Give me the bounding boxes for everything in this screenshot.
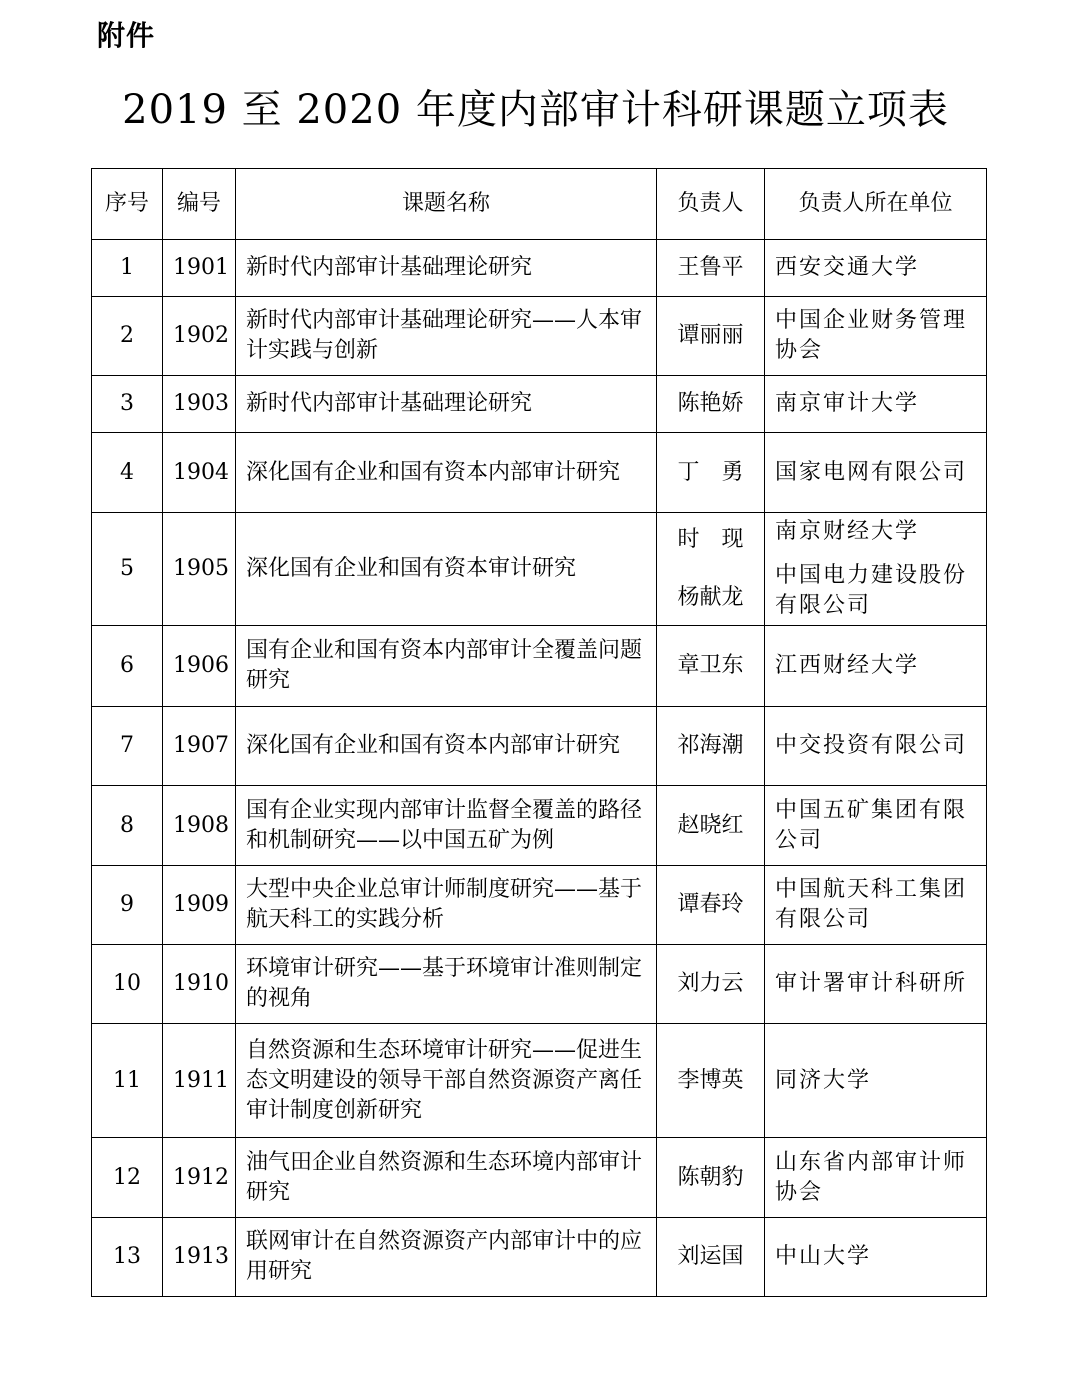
row-code: 1912: [163, 1138, 236, 1218]
row-seq: 5: [92, 513, 163, 626]
row-leader-1: 时 现: [677, 527, 744, 552]
row-unit: 中山大学: [765, 1218, 987, 1297]
row-code: 1907: [163, 707, 236, 786]
row-code: 1909: [163, 866, 236, 945]
attachment-label: 附件: [97, 19, 156, 52]
row-units: [765, 513, 987, 626]
row-topic: 新时代内部审计基础理论研究: [236, 240, 657, 297]
table-row: [92, 626, 987, 707]
table-row: [92, 376, 987, 433]
row-seq: 10: [92, 945, 163, 1024]
row-topic: 深化国有企业和国有资本内部审计研究: [236, 707, 657, 786]
table-row: [92, 1218, 987, 1297]
row-leader: 王鲁平: [657, 240, 765, 297]
header-topic: 课题名称: [236, 169, 657, 240]
row-leader: 赵晓红: [657, 786, 765, 866]
row-code: 1904: [163, 433, 236, 513]
table-row: [92, 433, 987, 513]
row-unit-2: 中国电力建设股份有限公司: [775, 563, 968, 618]
row-leader: 陈艳娇: [657, 376, 765, 433]
row-topic: 自然资源和生态环境审计研究——促进生态文明建设的领导干部自然资源资产离任审计制度创新研究: [236, 1024, 657, 1138]
table-row: [92, 945, 987, 1024]
row-topic: 国有企业和国有资本内部审计全覆盖问题研究: [236, 626, 657, 707]
row-leader: 陈朝豹: [657, 1138, 765, 1218]
row-seq: 1: [92, 240, 163, 297]
row-leader: 刘力云: [657, 945, 765, 1024]
row-unit: 中交投资有限公司: [765, 707, 987, 786]
row-seq: 12: [92, 1138, 163, 1218]
row-unit: 审计署审计科研所: [765, 945, 987, 1024]
row-seq: 3: [92, 376, 163, 433]
row-leader: 谭春玲: [657, 866, 765, 945]
header-leader: 负责人: [657, 169, 765, 240]
table-row: [92, 786, 987, 866]
row-code: 1910: [163, 945, 236, 1024]
row-unit: 中国航天科工集团有限公司: [765, 866, 987, 945]
row-unit: 同济大学: [765, 1024, 987, 1138]
row-seq: 7: [92, 707, 163, 786]
row-seq: 11: [92, 1024, 163, 1138]
table-header-row: [92, 169, 987, 240]
row-leaders: [657, 513, 765, 626]
row-leader: 祁海潮: [657, 707, 765, 786]
header-unit: 负责人所在单位: [765, 169, 987, 240]
row-code: 1901: [163, 240, 236, 297]
row-code: 1903: [163, 376, 236, 433]
row-topic: 新时代内部审计基础理论研究: [236, 376, 657, 433]
row-topic: 油气田企业自然资源和生态环境内部审计研究: [236, 1138, 657, 1218]
row-code: 1913: [163, 1218, 236, 1297]
row-leader: 刘运国: [657, 1218, 765, 1297]
row-code: 1908: [163, 786, 236, 866]
row-unit: 西安交通大学: [765, 240, 987, 297]
row-seq: 4: [92, 433, 163, 513]
row-seq: 2: [92, 297, 163, 376]
row-leader: 章卫东: [657, 626, 765, 707]
row-seq: 8: [92, 786, 163, 866]
row-leader: 李博英: [657, 1024, 765, 1138]
table-row: [92, 297, 987, 376]
row-leader: 丁 勇: [657, 433, 765, 513]
row-topic: 联网审计在自然资源资产内部审计中的应用研究: [236, 1218, 657, 1297]
row-unit-1: 南京财经大学: [775, 519, 920, 544]
row-unit: 中国企业财务管理协会: [765, 297, 987, 376]
row-leader: 谭丽丽: [657, 297, 765, 376]
row-leader-2: 杨献龙: [677, 585, 744, 610]
table-row: [92, 1138, 987, 1218]
table-row: [92, 866, 987, 945]
row-seq: 6: [92, 626, 163, 707]
row-topic: 深化国有企业和国有资本审计研究: [236, 513, 657, 626]
table-row: [92, 240, 987, 297]
header-seq: 序号: [92, 169, 163, 240]
row-code: 1911: [163, 1024, 236, 1138]
row-unit: 南京审计大学: [765, 376, 987, 433]
row-code: 1902: [163, 297, 236, 376]
table-row: [92, 707, 987, 786]
row-unit: 中国五矿集团有限公司: [765, 786, 987, 866]
row-code: 1906: [163, 626, 236, 707]
row-unit: 江西财经大学: [765, 626, 987, 707]
page-title: 2019 至 2020 年度内部审计科研课题立项表: [122, 87, 949, 133]
row-topic: 环境审计研究——基于环境审计准则制定的视角: [236, 945, 657, 1024]
row-topic: 新时代内部审计基础理论研究——人本审计实践与创新: [236, 297, 657, 376]
table-row: [92, 1024, 987, 1138]
row-unit: 山东省内部审计师协会: [765, 1138, 987, 1218]
project-table: [91, 168, 987, 1297]
row-unit: 国家电网有限公司: [765, 433, 987, 513]
table-row: [92, 513, 987, 626]
row-seq: 13: [92, 1218, 163, 1297]
row-seq: 9: [92, 866, 163, 945]
row-code: 1905: [163, 513, 236, 626]
row-topic: 国有企业实现内部审计监督全覆盖的路径和机制研究——以中国五矿为例: [236, 786, 657, 866]
row-topic: 大型中央企业总审计师制度研究——基于航天科工的实践分析: [236, 866, 657, 945]
header-code: 编号: [163, 169, 236, 240]
row-topic: 深化国有企业和国有资本内部审计研究: [236, 433, 657, 513]
